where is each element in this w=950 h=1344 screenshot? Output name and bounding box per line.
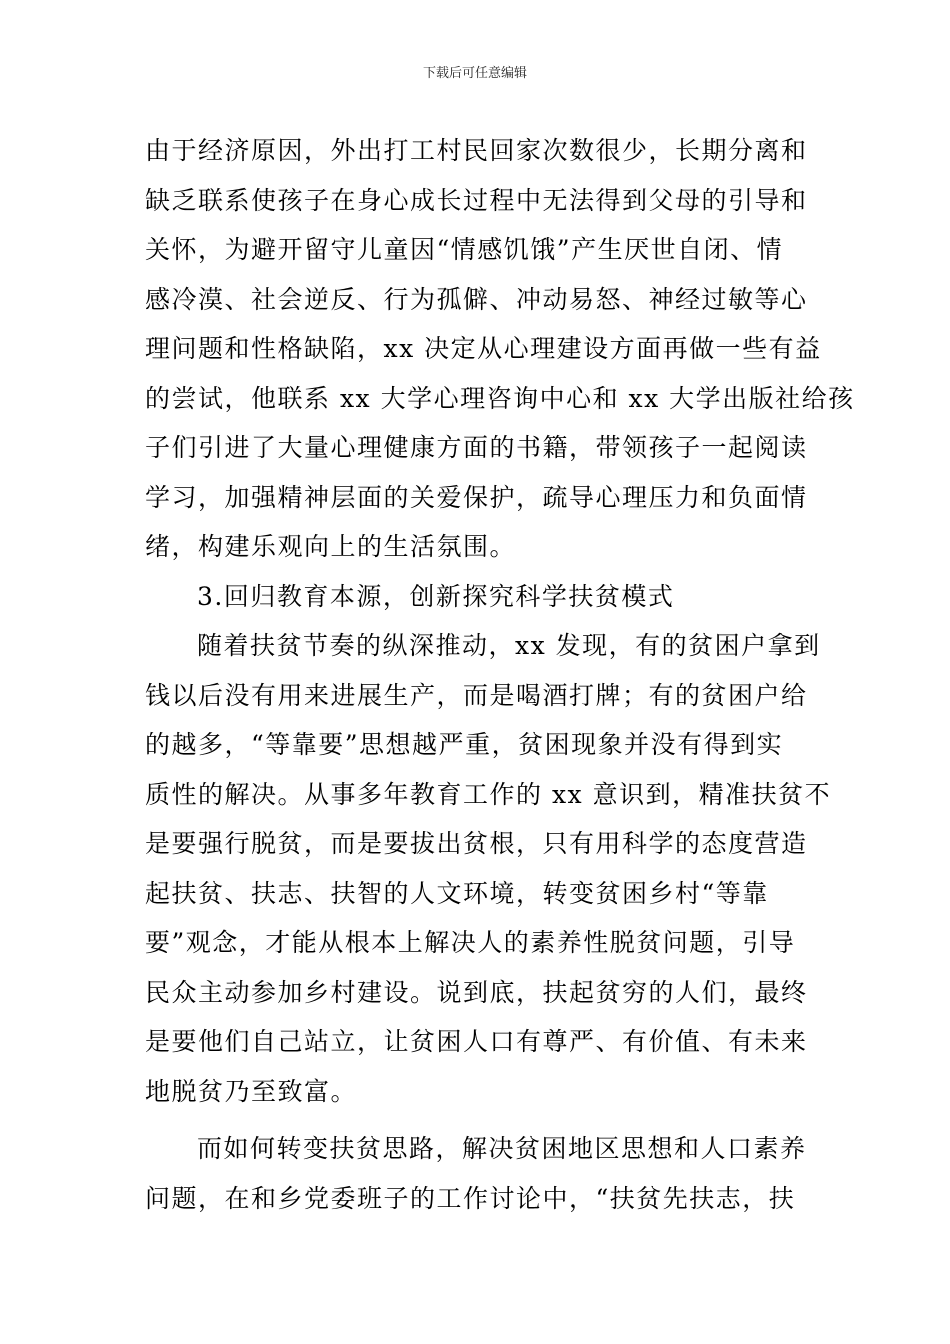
text-line: 感冷漠、社会逆反、行为孤僻、冲动易怒、神经过敏等心 xyxy=(145,284,808,314)
text-line: 起扶贫、扶志、扶智的人文环境，转变贫困乡村“等靠 xyxy=(145,878,769,908)
page-header: 下载后可任意编辑 xyxy=(422,66,527,81)
text-line: 随着扶贫节奏的纵深推动，xx 发现，有的贫困户拿到 xyxy=(197,631,821,660)
text-line: 由于经济原因，外出打工村民回家次数很少，长期分离和 xyxy=(145,136,808,165)
text-line: 要”观念，才能从根本上解决人的素养性脱贫问题，引导 xyxy=(145,928,796,957)
text-line: 民众主动参加乡村建设。说到底，扶起贫穷的人们，最终 xyxy=(145,977,808,1007)
text-line: 问题，在和乡党委班子的工作讨论中，“扶贫先扶志，扶 xyxy=(145,1183,796,1213)
paragraph-gap xyxy=(145,1116,805,1124)
text-line: 的越多，“等靠要”思想越严重，贫困现象并没有得到实 xyxy=(145,730,784,759)
text-line: 质性的解决。从事多年教育工作的 xx 意识到，精准扶贫不 xyxy=(145,779,832,809)
text-line: 理问题和性格缺陷，xx 决定从心理建设方面再做一些有益 xyxy=(145,334,822,363)
text-line: 的尝试，他联系 xx 大学心理咨询中心和 xx 大学出版社给孩 xyxy=(145,383,855,413)
text-line: 关怀，为避开留守儿童因“情感饥饿”产生厌世自闭、情 xyxy=(145,235,784,264)
text-line: 绪，构建乐观向上的生活氛围。 xyxy=(145,532,517,561)
text-line: 子们引进了大量心理健康方面的书籍，带领孩子一起阅读 xyxy=(145,433,808,462)
text-line: 地脱贫乃至致富。 xyxy=(145,1076,358,1106)
text-line: 而如何转变扶贫思路，解决贫困地区思想和人口素养 xyxy=(197,1134,807,1163)
section-heading: 3.回归教育本源，创新探究科学扶贫模式 xyxy=(197,581,675,611)
text-line: 学习，加强精神层面的关爱保护，疏导心理压力和负面情 xyxy=(145,482,808,512)
text-line: 是要强行脱贫，而是要拔出贫根，只有用科学的态度营造 xyxy=(145,829,808,858)
document-body xyxy=(145,126,855,1223)
text-line: 钱以后没有用来进展生产，而是喝酒打牌；有的贫困户给 xyxy=(145,680,808,710)
text-line: 是要他们自己站立，让贫困人口有尊严、有价值、有未来 xyxy=(145,1027,808,1056)
text-line: 缺乏联系使孩子在身心成长过程中无法得到父母的引导和 xyxy=(145,185,808,215)
